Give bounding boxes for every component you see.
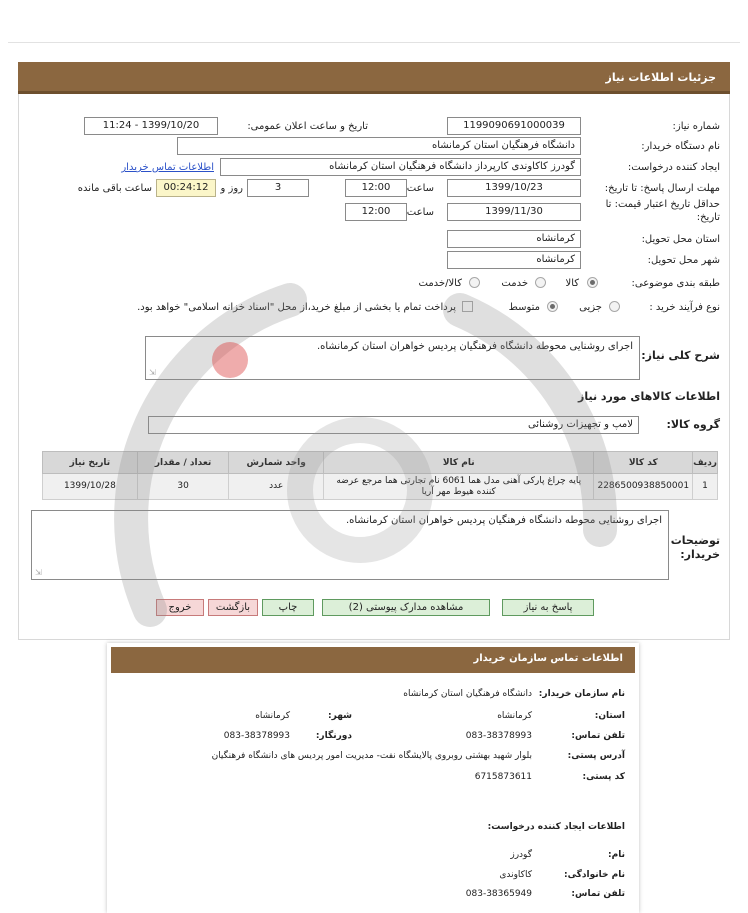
contact-phone-label: تلفن تماس:	[571, 731, 625, 741]
city-label: شهر محل تحویل:	[647, 255, 720, 266]
days-field: 3	[247, 179, 309, 197]
summary-textarea[interactable]	[145, 336, 640, 380]
creator-name-value: گودرز	[510, 850, 532, 860]
creator-field: گودرز کاکاوندی کارپرداز دانشگاه فرهنگیان استان کرمانشاه	[220, 158, 581, 176]
deadline-time-field: 12:00	[345, 179, 407, 197]
goods-group-label: گروه کالا:	[666, 418, 720, 431]
creator-phone-value: 083-38365949	[465, 889, 532, 899]
resize-handle-icon[interactable]: ⇲	[149, 368, 156, 377]
contact-province-label: استان:	[594, 711, 625, 721]
category-radio-service[interactable]	[535, 277, 546, 288]
buyer-notes-textarea[interactable]	[31, 510, 669, 580]
contact-address-value: بلوار شهید بهشتی روبروی پالایشگاه نفت- مدیریت امور پردیس های دانشگاه فرهنگیان	[211, 751, 532, 761]
col-qty: تعداد / مقدار	[137, 452, 229, 474]
cell-qty: 30	[137, 474, 229, 500]
process-radio-minor[interactable]	[609, 301, 620, 312]
page-title: جزئیات اطلاعات نیاز	[605, 71, 716, 84]
announce-label: تاریخ و ساعت اعلان عمومی:	[247, 121, 368, 132]
cell-name: پایه چراغ پارکی آهنی مدل هما 6061 نام تجارتی هما مرجع عرضه کننده هیوط مهر آریا	[324, 474, 594, 500]
contact-card	[107, 643, 639, 913]
contact-postal-value: 6715873611	[474, 772, 532, 782]
process-minor-label: جزیی	[579, 302, 602, 313]
summary-label: شرح کلی نیاز:	[641, 349, 720, 362]
print-button[interactable]: چاپ	[262, 599, 314, 616]
summary-text: اجرای روشنایی محوطه دانشگاه فرهنگیان پردیس خواهران استان کرمانشاه.	[316, 341, 633, 352]
days-label: روز و	[220, 183, 243, 194]
contact-phone-value: 083-38378993	[465, 731, 532, 741]
remaining-time-field: 00:24:12	[156, 179, 216, 197]
col-name: نام کالا	[324, 452, 594, 474]
contact-card-header	[111, 647, 635, 673]
process-medium-label: متوسط	[508, 302, 540, 313]
treasury-payment-checkbox[interactable]	[462, 301, 473, 312]
deadline-label: مهلت ارسال پاسخ: تا تاریخ:	[604, 183, 720, 194]
process-label: نوع فرآیند خرید :	[649, 302, 720, 313]
buyer-org-label: نام دستگاه خریدار:	[641, 141, 720, 152]
buyer-notes-label: توضیحات	[670, 534, 720, 547]
buyer-org-field: دانشگاه فرهنگیان استان کرمانشاه	[177, 137, 581, 155]
need-number-label: شماره نیاز:	[672, 121, 720, 132]
buyer-contact-link[interactable]: اطلاعات تماس خریدار	[121, 162, 214, 173]
contact-fax-value: 083-38378993	[223, 731, 290, 741]
col-row: ردیف	[693, 452, 718, 474]
deadline-time-label: ساعت	[406, 183, 434, 194]
category-service-label: خدمت	[501, 278, 528, 289]
validity-date-field: 1399/11/30	[447, 203, 581, 221]
creator-phone-label: تلفن تماس:	[571, 889, 625, 899]
creator-name-label: نام:	[608, 850, 625, 860]
city-field: کرمانشاه	[447, 251, 581, 269]
col-date: تاریخ نیاز	[43, 452, 138, 474]
attachments-button[interactable]: مشاهده مدارک پیوستی (2)	[322, 599, 490, 616]
validity-label-2: تاریخ:	[696, 212, 720, 223]
creator-family-label: نام خانوادگی:	[563, 870, 625, 880]
category-both-label: کالا/خدمت	[418, 278, 462, 289]
creator-info-title: اطلاعات ایجاد کننده درخواست:	[487, 822, 625, 832]
contact-org-value: دانشگاه فرهنگیان استان کرمانشاه	[403, 689, 532, 699]
contact-fax-label: دورنگار:	[315, 731, 352, 741]
panel-header	[18, 62, 730, 94]
category-radio-goods[interactable]	[587, 277, 598, 288]
category-goods-label: کالا	[565, 278, 579, 289]
table-row	[43, 474, 718, 500]
cell-code: 2286500938850001	[594, 474, 693, 500]
creator-family-value: کاکاوندی	[499, 870, 532, 880]
cell-row: 1	[693, 474, 718, 500]
goods-section-title: اطلاعات کالاهای مورد نیاز	[578, 390, 720, 403]
process-radio-medium[interactable]	[547, 301, 558, 312]
goods-table	[42, 451, 718, 500]
contact-card-title: اطلاعات تماس سازمان خریدار	[473, 653, 623, 664]
col-unit: واحد شمارش	[229, 452, 324, 474]
contact-org-label: نام سازمان خریدار:	[538, 689, 625, 699]
announce-field: 1399/10/20 - 11:24	[84, 117, 218, 135]
validity-time-label: ساعت	[406, 207, 434, 218]
category-label: طبقه بندی موضوعی:	[631, 278, 720, 289]
province-label: استان محل تحویل:	[641, 234, 720, 245]
buyer-notes-text: اجرای روشنایی محوطه دانشگاه فرهنگیان پردیس خواهران استان کرمانشاه.	[345, 515, 662, 526]
goods-table-header	[43, 452, 718, 474]
contact-address-label: آدرس پستی:	[567, 751, 625, 761]
creator-label: ایجاد کننده درخواست:	[627, 162, 720, 173]
exit-button[interactable]: خروج	[156, 599, 204, 616]
resize-handle-icon[interactable]: ⇲	[35, 568, 42, 577]
category-radio-both[interactable]	[469, 277, 480, 288]
remaining-label: ساعت باقی مانده	[77, 183, 152, 194]
need-number-field: 1199090691000039	[447, 117, 581, 135]
reply-button[interactable]: پاسخ به نیاز	[502, 599, 594, 616]
contact-city-value: کرمانشاه	[255, 711, 290, 721]
deadline-date-field: 1399/10/23	[447, 179, 581, 197]
buyer-notes-label-2: خریدار:	[680, 548, 720, 561]
cell-date: 1399/10/28	[43, 474, 138, 500]
validity-time-field: 12:00	[345, 203, 407, 221]
cell-unit: عدد	[229, 474, 324, 500]
province-field: کرمانشاه	[447, 230, 581, 248]
back-button[interactable]: بازگشت	[208, 599, 258, 616]
validity-label: حداقل تاریخ اعتبار قیمت: تا	[605, 199, 720, 210]
top-divider	[8, 42, 740, 43]
col-code: کد کالا	[594, 452, 693, 474]
contact-province-value: کرمانشاه	[497, 711, 532, 721]
contact-city-label: شهر:	[328, 711, 352, 721]
goods-group-field: لامپ و تجهیزات روشنائی	[148, 416, 639, 434]
contact-postal-label: کد پستی:	[582, 772, 625, 782]
treasury-payment-note: پرداخت تمام یا بخشی از مبلغ خرید،از محل "اسناد خزانه اسلامی" خواهد بود.	[137, 302, 456, 313]
